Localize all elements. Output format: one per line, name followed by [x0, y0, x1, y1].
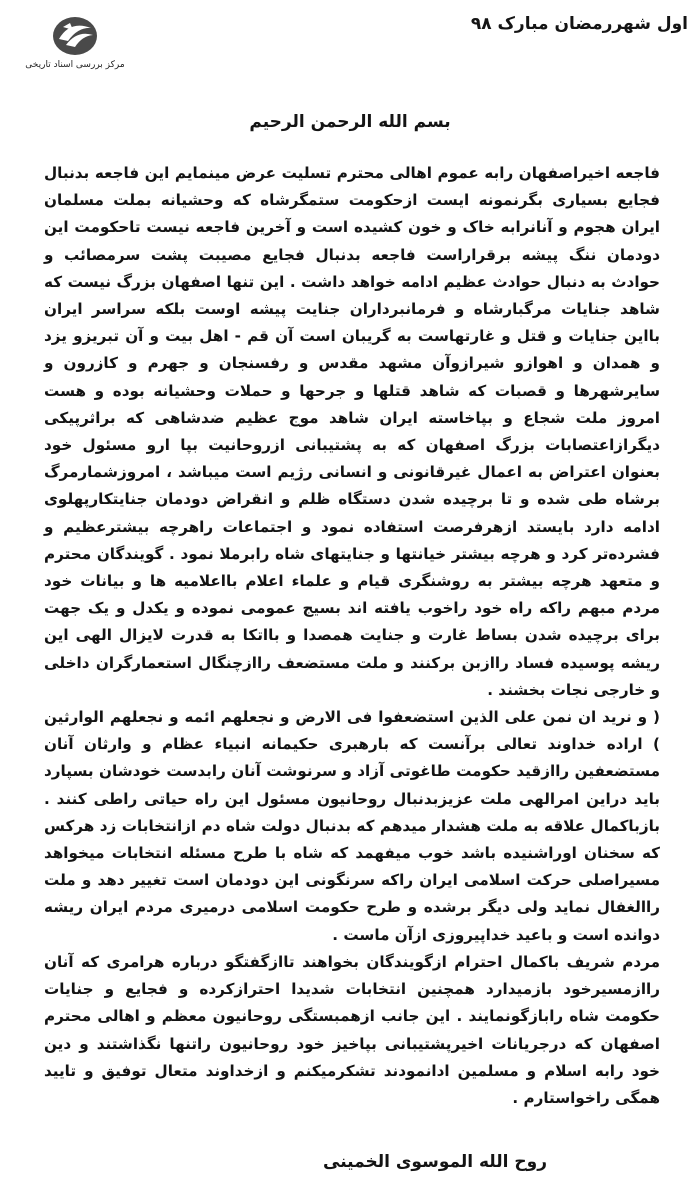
date-heading: اول شهررمضان مبارک ۹۸	[470, 14, 688, 34]
archive-logo	[14, 14, 136, 76]
archive-logo-icon	[50, 14, 100, 58]
body-paragraph-2: ( و نرید ان نمن علی الذین استضعفوا فی الارض و نجعلهم ائمه و نجعلهم الوارثین ) اراده خداوند تعالی برآنست که بارهبری حکیمانه انبیاء عظام و وارثان آنان مستضعفین راازقید حکومت طاغوتی آزاد و سرنوشت آنان رابدست خودشان بسپارد باید دراین امرالهی ملت عزیزبدنبال روحانیون مسئول این راه حیاتی راطی کنند . بازباکمال علاقه به ملت هشدار میدهم که بدنبال دولت شاه دم ازانتخابات زد هرکس که سخنان اوراشنیده باشد خوب میفهمد که شاه با طرح مسئله انتخابات میخواهد مسیراصلی حرکت اسلامی ایران راکه سرنگونی این دودمان است تغییر دهد و ملت راالغفال نماید ولی دیگر برشده و طرح حکومت اسلامی درمیری مردم ایران ریشه دوانده است و باعید خداپیروزی ازآن ماست .	[44, 708, 660, 944]
letter-body	[44, 160, 660, 1112]
archive-logo-caption: مرکز بررسی اسناد تاریخی	[25, 60, 125, 70]
body-paragraph-1: فاجعه اخیراصفهان رابه عموم اهالی محترم تسلیت عرض مینمایم این فاجعه بدنبال فجایع بسیاری بگرنمونه ایست ازحکومت ستمگرشاه که وحشیانه بملت مسلمان ایران هجوم و آنانرابه خاک و خون کشیده است و آخرین فاجعه نیست تاحکومت این دودمان ننگ پیشه برقراراست فاجعه بدنبال فجایع مصیبت پشت سرمصائب و حوادث به دنبال حوادث عظیم ادامه خواهد داشت . این تنها اصفهان بزرگ نیست که شاهد جنایات مرگبارشاه و فرمانبرداران جنایت پیشه اوست بلکه سراسر ایران بااین جنایات و قتل و غارتهاست به گریبان است آن قم - اهل بیت و آن تبریزو یزد و همدان و اهوازو شیرازوآن مشهد مقدس و رفسنجان و جهرم و کازرون و سایرشهرها و قصبات که شاهد قتلها و جرحها و حملات وحشیانه بوده و هست امروز ملت شجاع و بپاخاسته ایران شاهد موج عظیم ضدشاهی که براثرپیکی دیگرازاعتصابات بزرگ اصفهان که به پشتیبانی ازروحانیت بپا ارو مسئول خود بعنوان اعتراض به اعمال غیرقانونی و انسانی رژیم است میباشد ، امروزشمارمرگ برشاه طی شده و تا برچیده شدن دستگاه ظلم و انقراض دودمان جنایتکارپهلوی ادامه دارد بایستد ازهرفرصت استفاده نمود و اجتماعات راهرچه بیشترعظیم و فشرده‌تر کرد و هرچه بیشتر خیانتها و جنایتهای شاه رابرملا نمود . گویندگان محترم و متعهد هرچه بیشتر به روشنگری قیام و علماء اعلام بااعلامیه ها و بیانات خود مردم مبهم راکه راه خود راخوب یافته اند بسیج عمومی نموده و یکدل و یک جهت برای برچیده شدن بساط غارت و جنایت همصدا و بااتکا به قدرت لایزال الهی این ریشه پوسیده فساد راازبن برکنند و ملت مستضعف راازچنگال استعمارگران داخلی و خارجی نجات بخشند .	[44, 164, 660, 699]
signature-name: روح الله الموسوی الخمینی	[323, 1152, 547, 1172]
basmala-heading: بسم الله الرحمن الرحیم	[249, 112, 451, 132]
signature-block	[0, 1152, 700, 1172]
body-paragraph-3: مردم شریف باکمال احترام ازگویندگان بخواهند تاازگفتگو درباره هرامری که آنان راازمسیرخود بازمیدارد همچنین انتخابات شدیدا احترازکرده و فجایع و جنایات حکومت شاه رابازگونمایند . این جانب ازهمبستگی روحانیون معظم و اهالی محترم اصفهان که درجریانات اخیرپشتیبانی بپاخیز خود روحانیون راتنها نگذاشتند و دین خود رابه اسلام و مسلمین ادانمودند تشکرمیکنم و ازخداوند متعال توفیق و تایید همگی راخواستارم .	[44, 952, 660, 1107]
